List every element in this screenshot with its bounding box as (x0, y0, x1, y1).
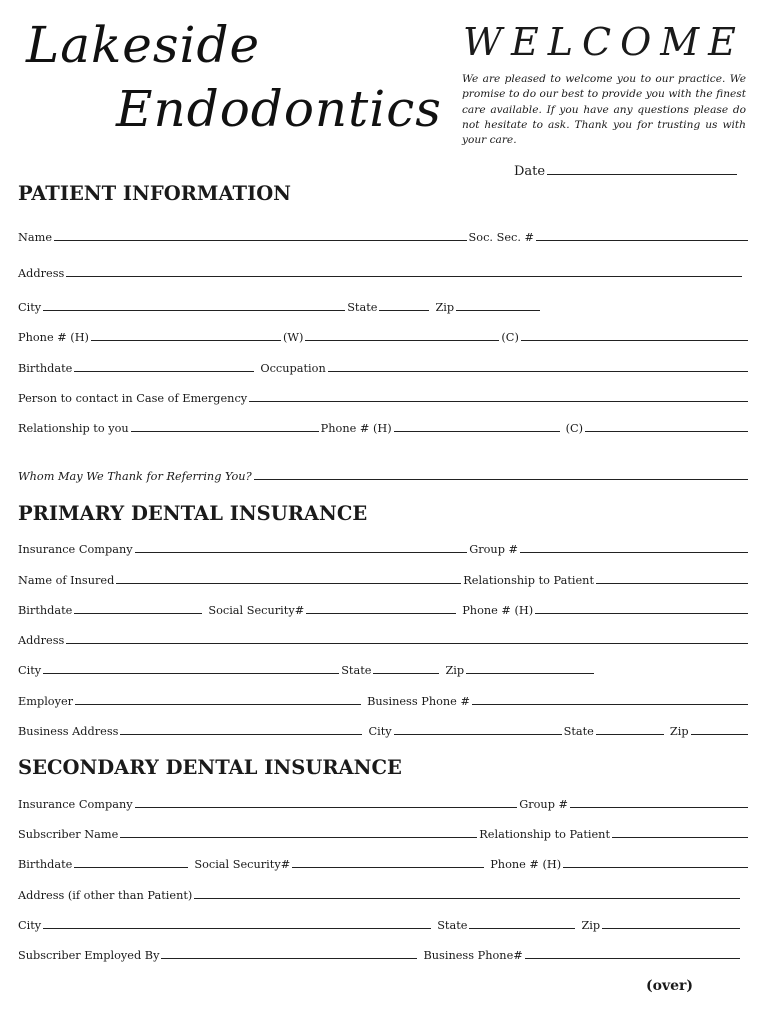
phone-home-label: Phone # (H) (18, 331, 89, 344)
primary-business-address-label: Business Address (18, 725, 119, 738)
secondary-birthdate-row (18, 856, 750, 872)
primary-business-phone-field[interactable] (472, 693, 748, 705)
primary-business-address-row (18, 723, 750, 739)
occupation-label: Occupation (260, 362, 326, 375)
rel-phone-cell-field[interactable] (585, 420, 748, 432)
emergency-label: Person to contact in Case of Emergency (18, 392, 248, 405)
secondary-city-row (18, 917, 750, 933)
primary-insured-field[interactable] (116, 572, 461, 584)
secondary-zip-label: Zip (581, 919, 601, 932)
state-field[interactable] (379, 299, 429, 311)
secondary-relationship-field[interactable] (612, 826, 748, 838)
primary-employer-label: Employer (18, 695, 74, 708)
secondary-employed-field[interactable] (161, 947, 417, 959)
primary-employer-field[interactable] (75, 693, 361, 705)
relationship-label: Relationship to you (18, 422, 129, 435)
primary-social-field[interactable] (306, 602, 456, 614)
zip-field[interactable] (456, 299, 540, 311)
rel-phone-home-label: Phone # (H) (320, 422, 392, 435)
primary-business-city-label: City (368, 725, 392, 738)
primary-company-row (18, 541, 750, 557)
name-label: Name (18, 231, 53, 244)
secondary-company-row (18, 796, 750, 812)
phone-home-field[interactable] (91, 329, 281, 341)
patient-referral-row (18, 468, 750, 484)
primary-company-label: Insurance Company (18, 543, 133, 556)
phone-work-field[interactable] (305, 329, 499, 341)
state-label: State (347, 301, 378, 314)
relationship-field[interactable] (131, 420, 319, 432)
primary-city-row (18, 662, 750, 678)
date-row (514, 163, 739, 179)
secondary-group-field[interactable] (570, 796, 748, 808)
name-field[interactable] (54, 229, 467, 241)
secondary-phone-field[interactable] (563, 856, 748, 868)
primary-city-label: City (18, 664, 42, 677)
secondary-city-label: City (18, 919, 42, 932)
birthdate-label: Birthdate (18, 362, 73, 375)
primary-birthdate-field[interactable] (74, 602, 202, 614)
secondary-zip-field[interactable] (602, 917, 740, 929)
ssn-label: Soc. Sec. # (468, 231, 534, 244)
secondary-state-label: State (437, 919, 468, 932)
phone-work-label: (W) (282, 331, 304, 344)
over-note: (over) (646, 978, 694, 994)
primary-business-city-field[interactable] (394, 723, 562, 735)
primary-relationship-label: Relationship to Patient (463, 574, 594, 587)
primary-birthdate-row (18, 602, 750, 618)
city-field[interactable] (43, 299, 345, 311)
secondary-subscriber-field[interactable] (120, 826, 477, 838)
address-field[interactable] (66, 265, 742, 277)
primary-phone-label: Phone # (H) (462, 604, 534, 617)
secondary-employed-row (18, 947, 750, 963)
secondary-address-label: Address (if other than Patient) (18, 889, 193, 902)
secondary-group-label: Group # (519, 798, 568, 811)
primary-business-state-field[interactable] (596, 723, 664, 735)
secondary-state-field[interactable] (469, 917, 575, 929)
primary-business-phone-label: Business Phone # (367, 695, 470, 708)
primary-business-address-field[interactable] (120, 723, 362, 735)
patient-city-row (18, 299, 750, 315)
primary-zip-field[interactable] (466, 662, 594, 674)
emergency-field[interactable] (249, 390, 748, 402)
phone-cell-label: (C) (501, 331, 519, 344)
primary-social-label: Social Security# (208, 604, 305, 617)
secondary-subscriber-label: Subscriber Name (18, 828, 119, 841)
patient-relationship-row (18, 420, 750, 436)
primary-phone-field[interactable] (535, 602, 748, 614)
secondary-business-phone-field[interactable] (525, 947, 740, 959)
primary-insured-label: Name of Insured (18, 574, 115, 587)
phone-cell-field[interactable] (521, 329, 748, 341)
patient-birthdate-row (18, 360, 750, 376)
primary-employer-row (18, 693, 750, 709)
logo-lakeside: Lakeside (26, 16, 261, 74)
secondary-address-field[interactable] (194, 887, 740, 899)
primary-business-zip-field[interactable] (691, 723, 748, 735)
zip-label: Zip (435, 301, 455, 314)
secondary-subscriber-row (18, 826, 750, 842)
primary-birthdate-label: Birthdate (18, 604, 73, 617)
secondary-social-field[interactable] (292, 856, 484, 868)
secondary-relationship-label: Relationship to Patient (479, 828, 610, 841)
primary-business-zip-label: Zip (669, 725, 689, 738)
primary-address-row (18, 632, 750, 648)
primary-group-label: Group # (469, 543, 518, 556)
secondary-employed-label: Subscriber Employed By (18, 949, 160, 962)
rel-phone-cell-label: (C) (565, 422, 584, 435)
patient-emergency-row (18, 390, 750, 406)
section-patient-heading: PATIENT INFORMATION (18, 182, 291, 205)
secondary-phone-label: Phone # (H) (490, 858, 562, 871)
secondary-birthdate-field[interactable] (74, 856, 188, 868)
primary-city-field[interactable] (43, 662, 339, 674)
patient-name-row (18, 229, 750, 245)
birthdate-field[interactable] (74, 360, 254, 372)
primary-zip-label: Zip (445, 664, 465, 677)
secondary-address-row (18, 887, 750, 903)
referral-field[interactable] (254, 468, 748, 480)
section-secondary-heading: SECONDARY DENTAL INSURANCE (18, 756, 402, 779)
patient-address-row (18, 265, 750, 281)
patient-phone-row (18, 329, 750, 345)
occupation-field[interactable] (328, 360, 748, 372)
secondary-business-phone-label: Business Phone# (423, 949, 523, 962)
welcome-text: We are pleased to welcome you to our practice. We promise to do our best to provide you with the finest care available. If you have any questions please do not hesitate to ask. Thank you for trusting us with your care. (462, 73, 746, 147)
rel-phone-home-field[interactable] (394, 420, 560, 432)
city-label: City (18, 301, 42, 314)
date-label: Date (514, 164, 546, 179)
secondary-company-field[interactable] (135, 796, 518, 808)
primary-address-label: Address (18, 634, 65, 647)
primary-group-field[interactable] (520, 541, 748, 553)
primary-address-field[interactable] (66, 632, 748, 644)
primary-relationship-field[interactable] (596, 572, 748, 584)
secondary-company-label: Insurance Company (18, 798, 133, 811)
primary-state-label: State (341, 664, 372, 677)
date-field[interactable] (547, 163, 737, 175)
secondary-social-label: Social Security# (194, 858, 291, 871)
referral-label: Whom May We Thank for Referring You? (18, 470, 252, 483)
logo-endodontics: Endodontics (116, 80, 442, 138)
address-label: Address (18, 267, 65, 280)
secondary-city-field[interactable] (43, 917, 431, 929)
primary-business-state-label: State (563, 725, 594, 738)
welcome-title: WELCOME (463, 20, 745, 64)
primary-state-field[interactable] (373, 662, 439, 674)
primary-company-field[interactable] (135, 541, 468, 553)
secondary-birthdate-label: Birthdate (18, 858, 73, 871)
primary-insured-row (18, 572, 750, 588)
section-primary-heading: PRIMARY DENTAL INSURANCE (18, 502, 368, 525)
ssn-field[interactable] (536, 229, 748, 241)
